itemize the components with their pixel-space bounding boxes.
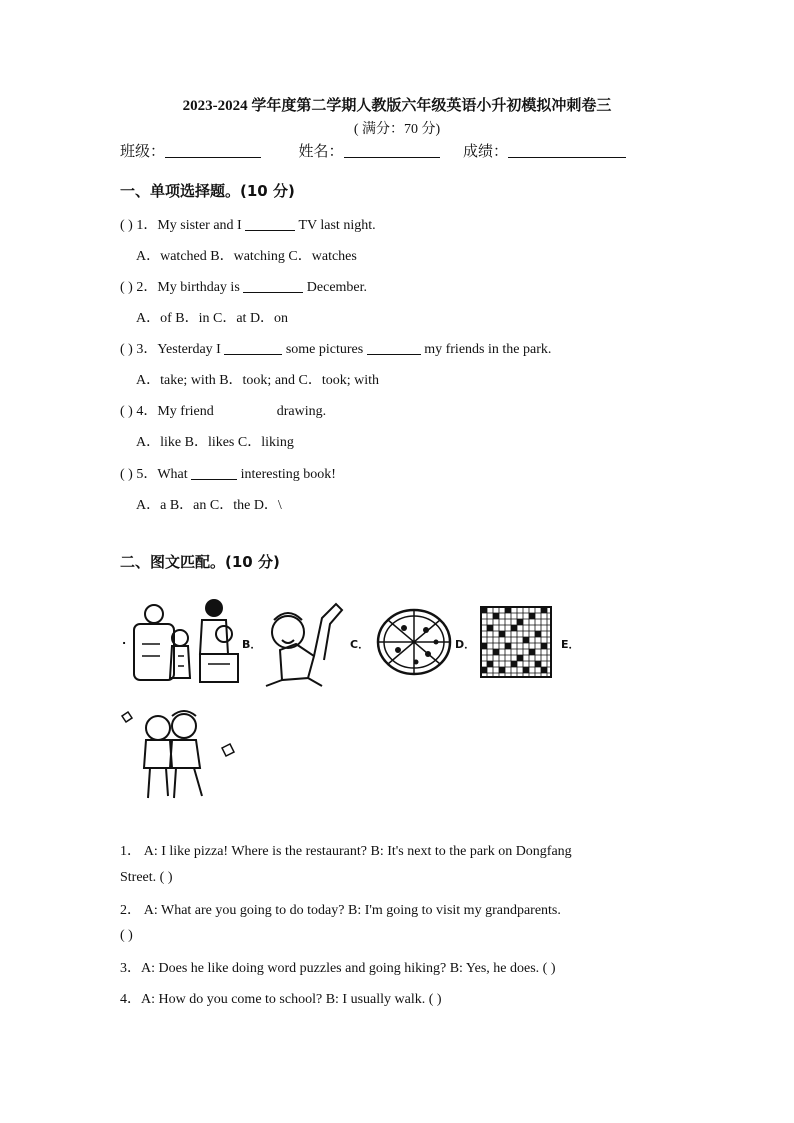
section1-heading: 一、单项选择题。(10 分) <box>120 182 295 200</box>
family-picture <box>130 594 240 686</box>
match-item-2-cont[interactable]: ( ) <box>120 928 133 943</box>
question-4 <box>120 400 326 420</box>
picture-label-c: C． <box>350 638 370 651</box>
options-2: A．of B．in C．at D．on <box>136 311 289 326</box>
crossword-puzzle-picture <box>480 606 552 678</box>
kung-fu-boy-picture <box>262 598 346 690</box>
pizza-picture <box>376 606 454 676</box>
question-1 <box>120 214 376 234</box>
name-label: 姓名： <box>298 144 344 160</box>
question-3 <box>120 338 551 358</box>
question-text: 2．My birthday is <box>136 280 240 295</box>
options-1: A．watched B．watching C．watches <box>136 249 357 264</box>
question-text: 5．What <box>136 467 188 482</box>
match-item-1: 1． A: I like pizza! Where is the restaurant? B: It's next to the park on Dongfang <box>120 844 572 859</box>
match-item-1-cont[interactable]: Street. ( ) <box>120 870 173 885</box>
question-2 <box>120 276 367 296</box>
match-item-4[interactable]: 4．A: How do you come to school? B: I usually walk. ( ) <box>120 992 442 1007</box>
picture-label-a: . <box>122 634 127 647</box>
question-text: TV last night. <box>298 218 376 233</box>
score-label: 成绩： <box>463 144 509 160</box>
answer-blank[interactable] <box>367 342 421 355</box>
answer-blank[interactable] <box>224 342 282 355</box>
page-title: 2023-2024 学年度第二学期人教版六年级英语小升初模拟冲刺卷三 <box>182 98 612 114</box>
question-text: drawing. <box>276 404 327 419</box>
class-blank[interactable] <box>165 143 261 158</box>
picture-label-d: D． <box>455 638 476 651</box>
answer-paren[interactable]: ( ) <box>120 342 133 357</box>
options-5: A．a B．an C．the D．\ <box>136 498 282 513</box>
question-text: interesting book! <box>240 467 336 482</box>
answer-blank[interactable] <box>243 280 303 293</box>
full-score: ( 满分：70 分) <box>353 122 441 137</box>
question-text: some pictures <box>285 342 364 357</box>
question-text: 3．Yesterday I <box>136 342 221 357</box>
class-label: 班级： <box>120 144 166 160</box>
match-item-2: 2． A: What are you going to do today? B: I'm going to visit my grandparents. <box>120 903 561 918</box>
answer-paren[interactable]: ( ) <box>120 280 133 295</box>
score-blank[interactable] <box>508 143 626 158</box>
match-item-3[interactable]: 3．A: Does he like doing word puzzles and going hiking? B: Yes, he does. ( ) <box>120 961 556 976</box>
student-info-row <box>120 140 626 161</box>
answer-paren[interactable]: ( ) <box>120 467 133 482</box>
options-4: A．like B．likes C．liking <box>136 435 294 450</box>
question-5 <box>120 463 336 483</box>
question-text: 4．My friend <box>136 404 214 419</box>
question-text: my friends in the park. <box>424 342 552 357</box>
answer-blank[interactable] <box>191 467 237 480</box>
options-3: A．take; with B．took; and C．took; with <box>136 373 380 388</box>
picture-label-e: E． <box>561 638 580 651</box>
answer-paren[interactable]: ( ) <box>120 404 133 419</box>
kids-walking-picture <box>118 706 242 806</box>
picture-label-b: B． <box>242 638 262 651</box>
section2-heading: 二、图文匹配。(10 分) <box>120 553 280 571</box>
name-blank[interactable] <box>344 143 440 158</box>
answer-paren[interactable]: ( ) <box>120 218 133 233</box>
question-text: 1．My sister and I <box>136 218 242 233</box>
question-text: December. <box>306 280 368 295</box>
answer-blank[interactable] <box>245 218 295 231</box>
